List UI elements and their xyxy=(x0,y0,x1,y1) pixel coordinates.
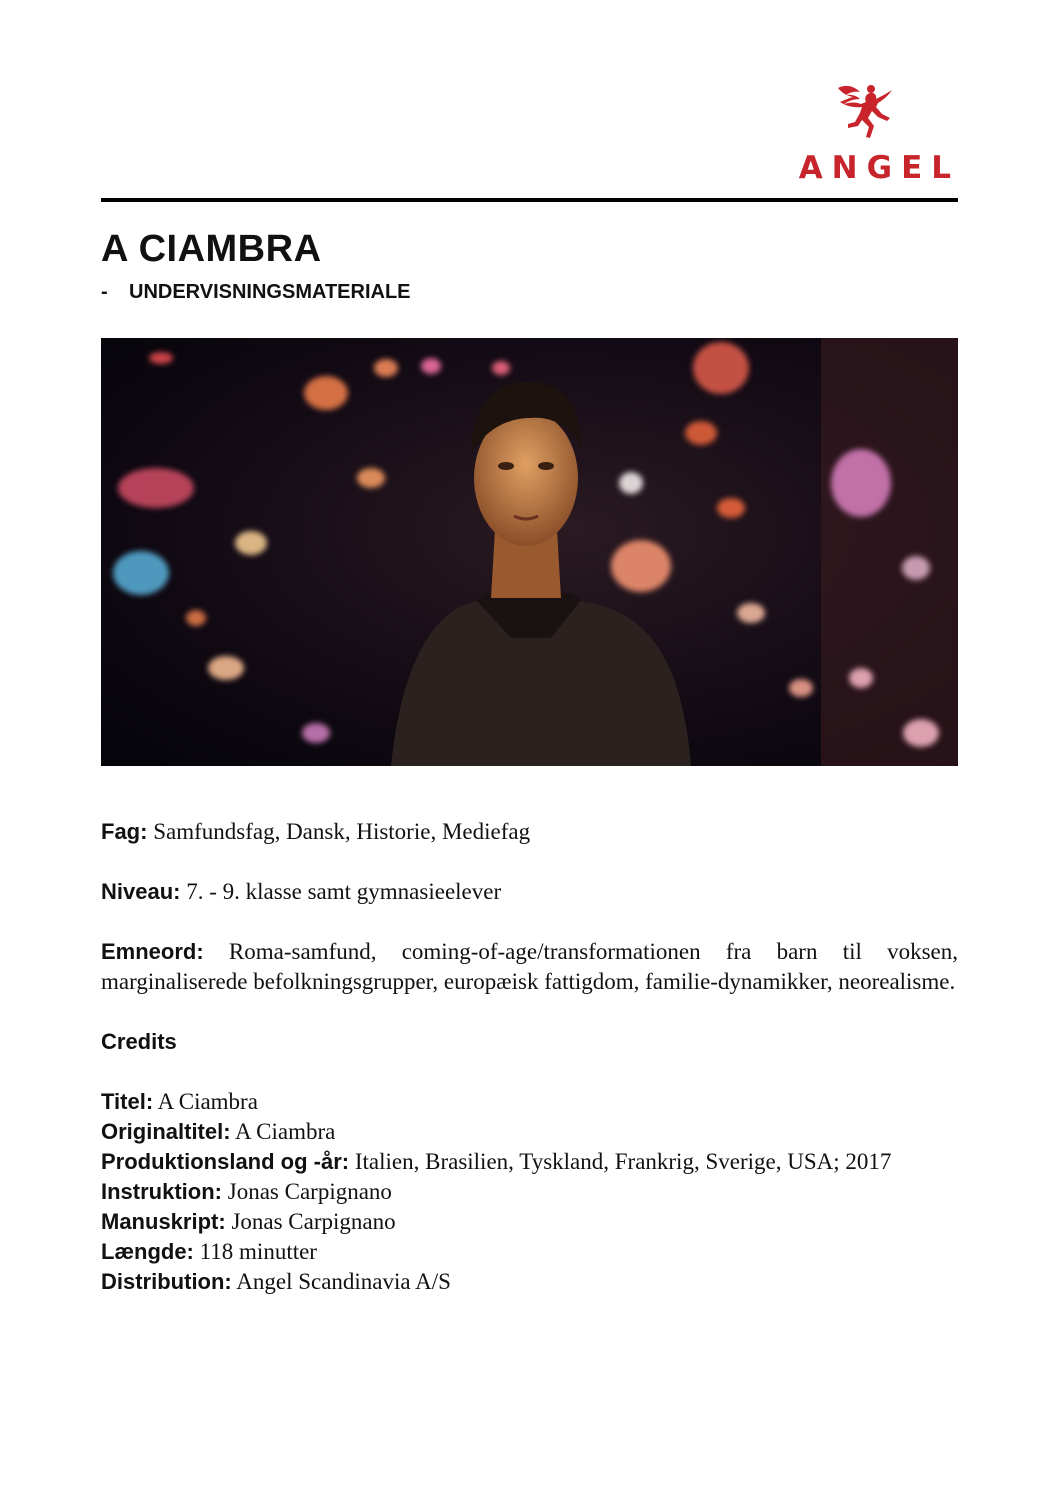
credit-value: A Ciambra xyxy=(235,1119,336,1144)
emneord-value: Roma-samfund, coming-of-age/transformationen fra barn til voksen, marginaliserede befolkningsgrupper, europæisk fattigdom, familie-dynamikker, neorealisme. xyxy=(101,939,958,994)
running-angel-icon xyxy=(836,80,902,144)
credits-heading: Credits xyxy=(101,1029,177,1054)
credit-row xyxy=(101,1207,958,1237)
credit-value: Angel Scandinavia A/S xyxy=(236,1269,451,1294)
fag-row xyxy=(101,817,958,847)
credit-row xyxy=(101,1087,958,1117)
emneord-row xyxy=(101,937,958,997)
fag-value: Samfundsfag, Dansk, Historie, Mediefag xyxy=(153,819,531,844)
credit-label: Originaltitel: xyxy=(101,1119,231,1144)
credit-row xyxy=(101,1267,958,1297)
film-still-image xyxy=(101,338,958,766)
credit-label: Distribution: xyxy=(101,1269,232,1294)
subtitle-text: UNDERVISNINGSMATERIALE xyxy=(129,281,411,303)
emneord-label: Emneord: xyxy=(101,939,204,964)
credit-label: Instruktion: xyxy=(101,1179,222,1204)
credit-value: 118 minutter xyxy=(199,1239,317,1264)
credit-value: A Ciambra xyxy=(157,1089,258,1114)
credit-value: Jonas Carpignano xyxy=(227,1179,392,1204)
credit-row xyxy=(101,1117,958,1147)
niveau-value: 7. - 9. klasse samt gymnasieelever xyxy=(186,879,502,904)
fag-label: Fag: xyxy=(101,819,148,844)
credit-value: Jonas Carpignano xyxy=(231,1209,396,1234)
info-section xyxy=(101,817,958,1297)
credit-row xyxy=(101,1237,958,1267)
credit-label: Produktionsland og -år: xyxy=(101,1149,350,1174)
credit-label: Titel: xyxy=(101,1089,154,1114)
brand-wordmark: ANGEL xyxy=(798,150,960,186)
header-divider xyxy=(101,198,958,202)
niveau-row xyxy=(101,877,958,907)
niveau-label: Niveau: xyxy=(101,879,181,904)
credit-value: Italien, Brasilien, Tyskland, Frankrig, Sverige, USA; 2017 xyxy=(354,1149,892,1174)
page-title: A CIAMBRA xyxy=(101,228,322,270)
credit-row xyxy=(101,1177,958,1207)
subtitle-dash: - xyxy=(101,281,108,303)
angel-logo xyxy=(780,80,960,184)
credit-row xyxy=(101,1147,958,1177)
page-subtitle xyxy=(101,281,411,304)
credit-label: Længde: xyxy=(101,1239,194,1264)
credit-label: Manuskript: xyxy=(101,1209,226,1234)
